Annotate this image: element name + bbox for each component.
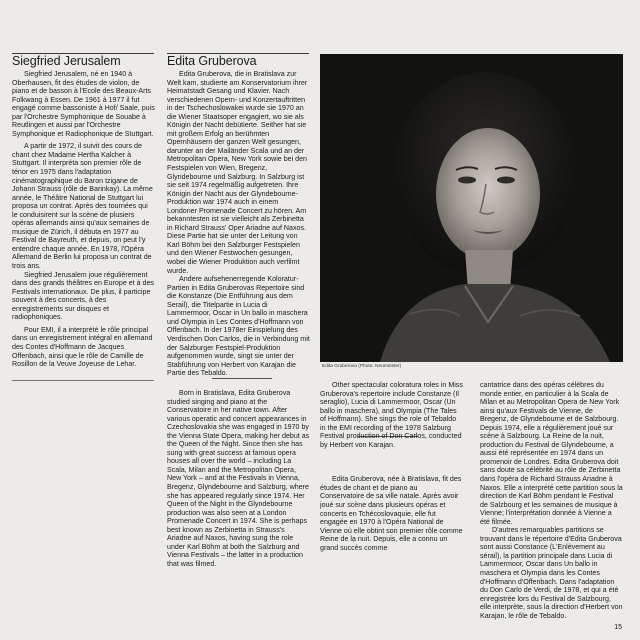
- siegfried-column: [12, 54, 155, 369]
- edita-english-paragraph-2: Other spectacular coloratura roles in Miss Gruberova's repertoire include Constanze (Il seraglio), Lucia di Lammermoor, Oscar (Un ballo in maschera), and Olympia (The Tales of Hoffmann). She sings the role of Tebaldo in the EMI recording of the 1978 Salzburg Festival production of Don Carlos, conducted by Herbert von Karajan.: [320, 381, 463, 449]
- edita-german-paragraph-2: Andere aufsehenerregende Koloratur-Partien in Edita Gruberovas Repertoire sind die Konstanze (Die Entführung aus dem Serail), die Titelpartie in Lucia di Lammermoor, Oscar in Un ballo in maschera und Olympia in Les Contes d'Hoffmann von Offenbach. In der 1978er Einspielung des Verdischen Don Carlos, die in Verbindung mit der Salzburger Festspiel-Produktion aufgenommen wurde, singt sie unter der Stabführung von Herbert von Karajan die Partie des Tebaldo.: [167, 275, 310, 378]
- english-top-rule: [212, 378, 272, 379]
- edita-french-paragraph-3: D'autres remarquables partitions se trouvant dans le répertoire d'Edita Gruberova sont aussi Constance (L'Enlèvement au sérail), la partition principale dans Lucia di Lammermoor, Oscar dans Un ballo in maschera et Olympia dans les Contes d'Hoffmann d'Offenbach. Dans l'adaptation du Don Carlo de Verdi, de 1978, et qui a été enregistrée lors du Festival de Salzbourg, elle interprète, sous la direction d'Herbert von Karajan, le rôle de Tebaldo.: [480, 526, 623, 620]
- edita-english-french-column: [320, 381, 463, 552]
- siegfried-heading: Siegfried Jerusalem: [12, 54, 121, 68]
- edita-french-paragraph-2: cantatrice dans des opéras célèbres du monde entier, en particulier à la Scala de Milan et au Metropolitan Opera de New York ainsi qu'aux Festivals de Vienne, de Bregenz, de Glyndebourne et de Salzbourg. Depuis 1974, elle a régulièrement joué sur scène à Salzbourg. La Reine de la nuit, production du Festival de Glyndebourne, a aussi été représentée en 1974 dans un promenoir de Londres. Edita Gruberova doit sans doute sa célébrité au rôle de Zerbinetta dans l'opéra de Richard Strauss Ariadne à Naxos. Elle a interprété cette partition sous la direction de Karl Böhm pendant le Festival de Salzbourg et les semaines de musique à Vienne; l'interprétation donnée à Vienne a été filmée.: [480, 381, 623, 526]
- siegfried-paragraph-4: Pour EMI, il a interprété le rôle principal dans un enregistrement intégral en allemand des Contes d'Hoffmann de Jacques Offenbach, ainsi que le rôle de Camille de Rosillon de la Veuve Joyeuse de Lehar.: [12, 325, 153, 369]
- siegfried-bottom-rule: [12, 380, 154, 381]
- edita-french-column: [480, 381, 623, 620]
- siegfried-paragraph-2: A partir de 1972, il suivit des cours de chant chez Madame Hertha Kalcher à Stuttgart. Il interpréta son premier rôle de ténor en 1975 dans l'adaptation cinématographique du Baron tzigane de Johann Strauss (rôle de Barinkay). La même année, le Théâtre National de Stuttgart lui proposa un contrat. Après des tournées qui le conduisirent sur la scène de plusiers opéras allemands ainsi qu'aux semaines de musique de Zürich, il débuta en 1977 au Festival de Bayreuth, et depuis, on peut l'y entendre chaque année. En 1978, l'Opéra Allemand de Berlin lui proposa un contrat de trois ans.: [12, 142, 153, 271]
- edita-french-paragraph-1: Edita Gruberova, née à Bratislava, fit des études de chant et de piano au Conservatoire de sa ville natale. Après avoir joué sur scène dans plusieurs opéras et concerts en Tchécoslovaquie, elle fut engagée en 1970 à l'Opéra National de Vienne où elle obtint son premier rôle comme Reine de la nuit. Depuis, elle a connu un grand succès comme: [320, 475, 463, 552]
- edita-german-column: [167, 54, 310, 378]
- edita-german-paragraph-1: Edita Gruberova, die in Bratislava zur Welt kam, studierte am Konservatorium ihrer Heimatstadt Gesang und Klavier. Nach verschiedenen Opern- und Konzertauftritten in der Tschechoslowakei wurde sie 1970 an die Wiener Staatsoper engagiert, wo sie als Königin der Nacht debütierte. Seither hat sie mit großem Erfolg an berühmten Opernhäusern der ganzen Welt gesungen, darunter an der Mailänder Scala und an der Metropolitan Opera, New York sowie bei den Festspielen von Wien, Bregenz, Glyndebourne und Salzburg. In Salzburg ist sie seit 1974 regelmäßig aufgetreten. Ihre Königin der Nacht aus der Glyndebourne-Produktion war 1974 auch in einem Londoner Promenade Concert zu hören. Am bekanntesten ist sie vielleicht als Zerbinetta in Richard Strauss' Oper Ariadne auf Naxos. Diese Partie hat sie unter der Leitung von Karl Böhm bei den Salzburger Festspielen und den Wiener Festwochen gesungen, wobei die Wiener Produktion auch verfilmt wurde.: [167, 70, 308, 275]
- edita-english-paragraph-1: Born in Bratislava, Edita Gruberova studied singing and piano at the Conservatoire in her native town. After various operatic and concert appearances in Czechoslovakia she was engaged in 1970 by the Vienna State Opera, making her debut as the Queen of the Night. Since then she has sung with great success at famous opera houses all over the world – including La Scala, Milan and the Metropolitan Opera, New York – and at the Festivals in Vienna, Bregenz, Glyndebourne and Salzburg, where she has appeared regularly since 1974. Her Queen of the Night in the Glyndebourne production was also seen at a London Promenade Concert in 1974. She is perhaps best known as Zerbinetta in Strauss's Ariadne auf Naxos, having sung the role under Karl Böhm at both the Salzburg and Vienna Festivals – the latter in a production that was filmed.: [167, 389, 310, 568]
- edita-english-column: [167, 389, 310, 568]
- siegfried-paragraph-1: Siegfried Jerusalem, né en 1940 à Oberhausen, fit des études de violon, de piano et de basson à l'Ecole des Beaux-Arts Folkwang à Essen. De 1961 à 1977 il fut engagé comme bassoniste à Hof/ Saale, puis par l'Orchestre Symphonique de Souabe à Reutlingen et aussi par l'Orchestre Symphonique et Radiophonique de Stuttgart.: [12, 70, 155, 138]
- edita-heading: Edita Gruberova: [167, 54, 257, 68]
- photo-caption: Edita Gruberova (Photo: Neumeister): [322, 364, 402, 369]
- page-number: 15: [614, 624, 622, 631]
- edita-gruberova-photo: [320, 54, 623, 362]
- siegfried-paragraph-3: Siegfried Jerusalem joue régulièrement dans des grands théâtres en Europe et à des Festivals internationaux. De plus, il participe souvent à des concerts, à des enregistrements sur disques et radiophoniques.: [12, 270, 154, 322]
